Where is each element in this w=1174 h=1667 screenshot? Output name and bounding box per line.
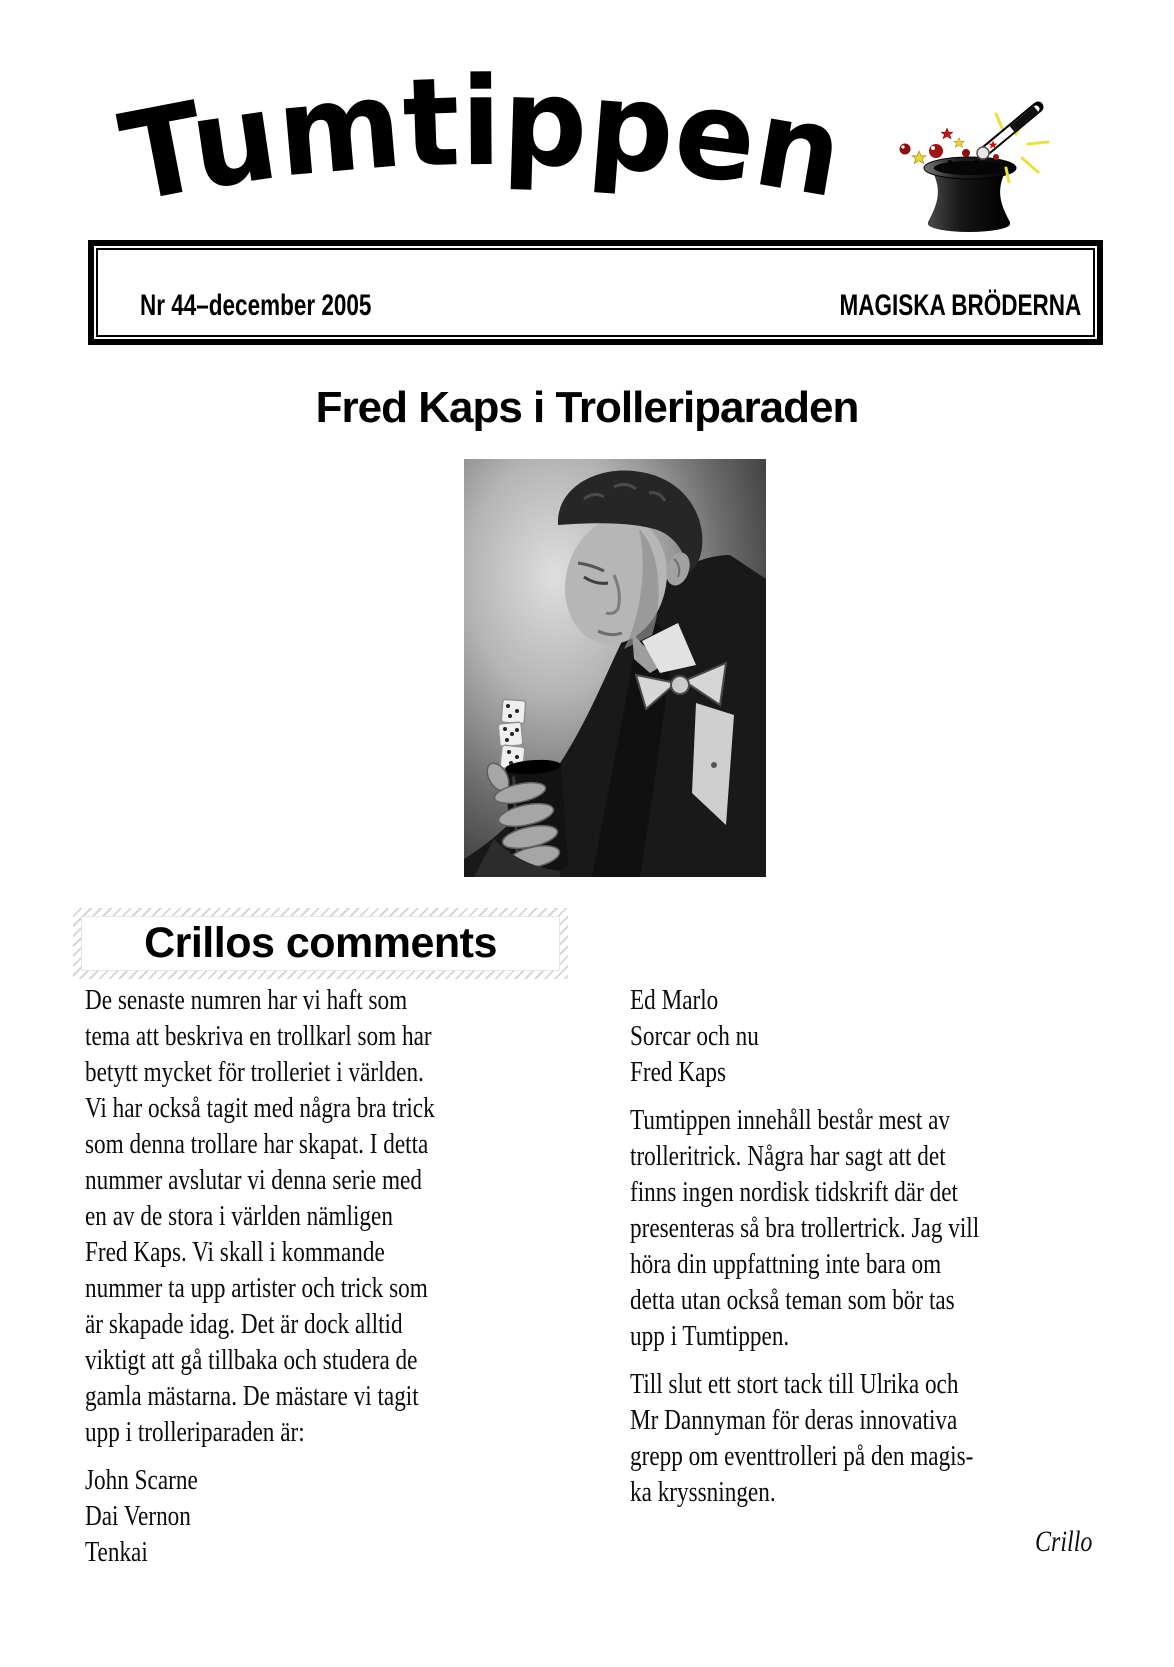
text-line: finns ingen nordisk tidskrift där det <box>630 1176 958 1208</box>
text-line: Mr Dannyman för deras innovativa <box>630 1404 958 1436</box>
text-line: Vi har också tagit med några bra trick <box>85 1092 435 1124</box>
text-line: gamla mästarna. De mästare vi tagit <box>85 1380 419 1412</box>
text-line: Fred Kaps. Vi skall i kommande <box>85 1236 385 1268</box>
article-headline: Fred Kaps i Trolleriparaden <box>315 383 859 432</box>
text-line: Sorcar och nu <box>630 1020 759 1052</box>
paragraph <box>85 982 547 1450</box>
text-line: som denna trollare har skapat. I detta <box>85 1128 429 1160</box>
text-line: Till slut ett stort tack till Ulrika och <box>630 1368 959 1400</box>
text-line: grepp om eventtrolleri på den magis- <box>630 1440 974 1472</box>
issue-label: Nr 44–december 2005 <box>140 289 372 322</box>
text-line: John Scarne <box>85 1464 198 1496</box>
text-line: De senaste numren har vi haft som <box>85 984 408 1016</box>
text-line: höra din uppfattning inte bara om <box>630 1248 942 1280</box>
text-line: Ed Marlo <box>630 984 719 1016</box>
paragraph <box>630 1102 1092 1354</box>
comments-right-column <box>630 982 1092 1560</box>
text-line: upp i Tumtippen. <box>630 1320 790 1352</box>
text-line: upp i trolleriparaden är: <box>85 1416 305 1448</box>
text-line: ka kryssningen. <box>630 1476 776 1508</box>
magician-list-continued <box>630 982 1092 1090</box>
masthead-box <box>88 240 1103 345</box>
hat-opening <box>934 161 1006 175</box>
dice-stack <box>498 699 526 770</box>
text-line: trolleritrick. Några har sagt att det <box>630 1140 946 1172</box>
comments-heading: Crillos comments <box>81 916 560 971</box>
text-line: Tenkai <box>85 1536 148 1568</box>
text-line: viktigt att gå tillbaka och studera de <box>85 1344 418 1376</box>
magic-wand-icon <box>977 107 1038 159</box>
text-line: detta utan också teman som bör tas <box>630 1284 955 1316</box>
text-line: Tumtippen innehåll består mest av <box>630 1104 951 1136</box>
text-line: presenteras så bra trollertrick. Jag vill <box>630 1212 980 1244</box>
text-line: betytt mycket för trolleriet i världen. <box>85 1056 424 1088</box>
magician-list <box>85 1462 547 1570</box>
text-line: tema att beskriva en trollkarl som har <box>85 1020 432 1052</box>
masthead-box-inner <box>96 248 1095 337</box>
masthead <box>90 50 1070 245</box>
paragraph <box>630 1366 1092 1510</box>
magic-top-hat-with-wand-and-stars-icon <box>900 107 1049 232</box>
text-line: är skapade idag. Det är dock alltid <box>85 1308 403 1340</box>
signature: Crillo <box>1035 1525 1093 1558</box>
text-line: nummer ta upp artister och trick som <box>85 1272 428 1304</box>
comments-heading-box <box>73 908 568 979</box>
hat-crown <box>928 172 1010 232</box>
text-line: Fred Kaps <box>630 1056 727 1088</box>
fred-kaps-portrait-photo <box>464 459 766 877</box>
comments-left-column <box>85 982 547 1582</box>
newsletter-title: Tumtippen <box>110 50 855 231</box>
text-line: Dai Vernon <box>85 1500 191 1532</box>
text-line: nummer avslutar vi denna serie med <box>85 1164 422 1196</box>
text-line: en av de stora i världen nämligen <box>85 1200 393 1232</box>
organization-label: MAGISKA BRÖDERNA <box>839 289 1081 322</box>
